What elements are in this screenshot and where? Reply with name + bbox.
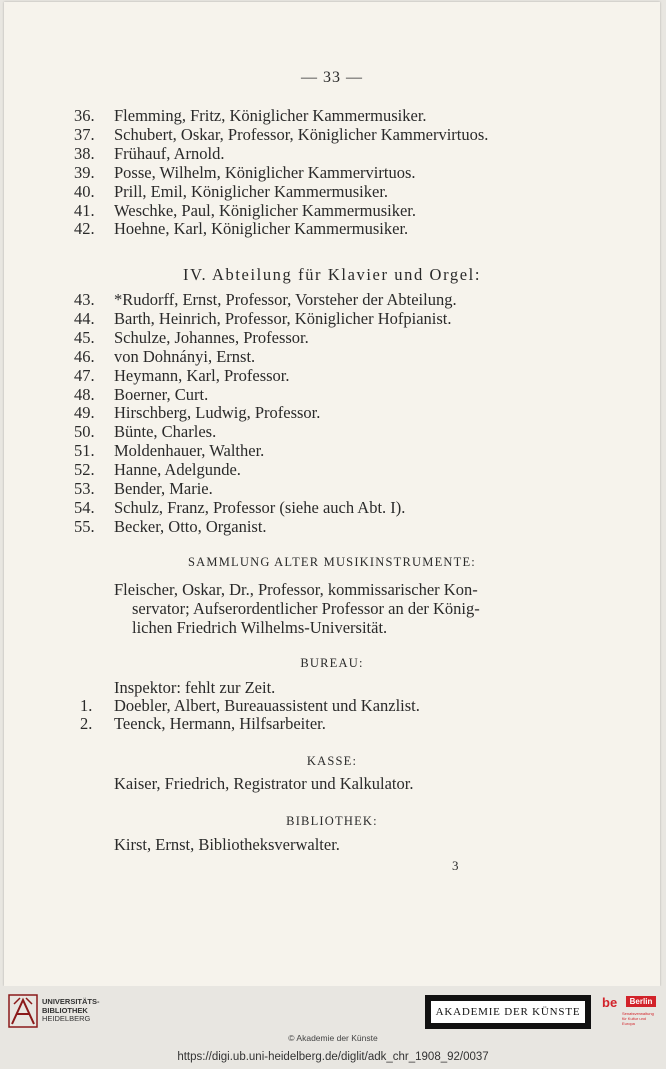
list-item-number: 45. (74, 327, 95, 347)
list-item-text: Prill, Emil, Königlicher Kammermusiker. (114, 181, 389, 201)
list-item (4, 422, 660, 441)
list-item (4, 517, 660, 536)
bureau-inspektor: Inspektor: fehlt zur Zeit. (114, 678, 276, 697)
list-item-number: 49. (74, 403, 95, 423)
list-item (4, 347, 660, 366)
kasse-heading: KASSE: (306, 754, 358, 768)
list-item-number: 46. (74, 346, 95, 366)
list-item-text: Barth, Heinrich, Professor, Königlicher Hofpianist. (114, 308, 452, 328)
list-item (4, 366, 660, 385)
list-item-text: von Dohnányi, Ernst. (114, 346, 256, 366)
sammlung-text (114, 580, 544, 637)
list-item-text: Moldenhauer, Walther. (114, 441, 265, 461)
list-item-text: Bender, Marie. (114, 479, 213, 498)
list-item (4, 460, 660, 479)
list-item-text: Schulz, Franz, Professor (siehe auch Abt. I). (114, 497, 406, 517)
list-item (4, 290, 660, 309)
list-item-text: Frühauf, Arnold. (114, 143, 225, 163)
list-item-text: Hoehne, Karl, Königlicher Kammermusiker. (114, 219, 409, 239)
permalink-url[interactable]: https://digi.ub.uni-heidelberg.de/diglit/adk_chr_1908_92/0037 (177, 1051, 489, 1063)
list-item-text: Becker, Otto, Organist. (114, 516, 267, 536)
copyright-text: © Akademie der Künste (288, 1033, 378, 1043)
list-item-number: 50. (74, 422, 95, 442)
list-item: 2. Teenck, Hermann, Hilfsarbeiter. (80, 714, 326, 733)
list-item-number: 53. (74, 479, 95, 498)
list-item-number: 43. (74, 290, 95, 309)
list-item-number: 37. (74, 124, 95, 144)
list-item-number: 47. (74, 365, 95, 385)
list-item: 1. Doebler, Albert, Bureauassistent und Kanzlist. (80, 696, 420, 715)
sammlung-line: Fleischer, Oskar, Dr., Professor, kommissarischer Kon- (114, 580, 478, 599)
scanned-page (4, 2, 660, 986)
berlin-logo[interactable]: be Berlin Senatsverwaltung für Kultur und Europa (600, 995, 658, 1033)
list-item-text: Bünte, Charles. (114, 422, 217, 442)
list-item-number: 48. (74, 384, 95, 404)
list-item-number: 55. (74, 516, 95, 536)
bibliothek-text: Kirst, Ernst, Bibliotheksverwalter. (114, 835, 340, 854)
list-item (4, 201, 660, 220)
list-item (4, 163, 660, 182)
list-item-text: Boerner, Curt. (114, 384, 209, 404)
list-item (4, 309, 660, 328)
page-number: — 33 — (301, 69, 363, 86)
list-item-text: Weschke, Paul, Königlicher Kammermusiker. (114, 200, 417, 220)
list-item-text: Flemming, Fritz, Königlicher Kammermusiker. (114, 106, 427, 125)
list-item-text: Heymann, Karl, Professor. (114, 365, 290, 385)
akademie-der-kuenste-logo[interactable]: AKADEMIE DER KÜNSTE (425, 995, 591, 1029)
sammlung-line: servator; Aufserordentlicher Professor an der König- (132, 599, 480, 618)
list-item (4, 403, 660, 422)
list-item (4, 441, 660, 460)
signature-mark: 3 (452, 858, 459, 873)
bibliothek-heading: BIBLIOTHEK: (286, 814, 378, 828)
list-item-number: 39. (74, 162, 95, 182)
list-item-text: Schulze, Johannes, Professor. (114, 327, 309, 347)
university-library-name[interactable]: UNIVERSITÄTS- BIBLIOTHEK HEIDELBERG (42, 997, 100, 1023)
university-library-logo-icon[interactable] (8, 994, 38, 1028)
list-item-text: Posse, Wilhelm, Königlicher Kammervirtuos. (114, 162, 416, 182)
list-item (4, 328, 660, 347)
list-item-number: 54. (74, 497, 95, 517)
list-item (4, 385, 660, 404)
list-item (4, 498, 660, 517)
list-item (4, 219, 660, 238)
list-item-number: 41. (74, 200, 95, 220)
list-item-number: 40. (74, 181, 95, 201)
list-item (4, 479, 660, 498)
list-item-number: 42. (74, 219, 95, 239)
list-item (4, 125, 660, 144)
list-item-number: 52. (74, 460, 95, 480)
list-item-number: 38. (74, 143, 95, 163)
list-item (4, 106, 660, 125)
list-item-text: Schubert, Oskar, Professor, Königlicher Kammervirtuos. (114, 124, 489, 144)
list-item (4, 144, 660, 163)
sammlung-line: lichen Friedrich Wilhelms-Universität. (132, 618, 388, 637)
list-item-number: 44. (74, 308, 95, 328)
list-item (4, 182, 660, 201)
bureau-heading: BUREAU: (300, 656, 364, 670)
section-heading-iv: IV. Abteilung für Klavier und Orgel: (182, 265, 482, 284)
list-item-text: Hirschberg, Ludwig, Professor. (114, 403, 321, 423)
sammlung-heading: SAMMLUNG ALTER MUSIKINSTRUMENTE: (188, 555, 476, 569)
list-item-text: Hanne, Adelgunde. (114, 460, 241, 480)
list-item-number: 36. (74, 106, 95, 125)
list-item-number: 51. (74, 441, 95, 461)
list-item-text: *Rudorff, Ernst, Professor, Vorsteher der Abteilung. (114, 290, 457, 309)
kasse-text: Kaiser, Friedrich, Registrator und Kalkulator. (114, 774, 414, 793)
